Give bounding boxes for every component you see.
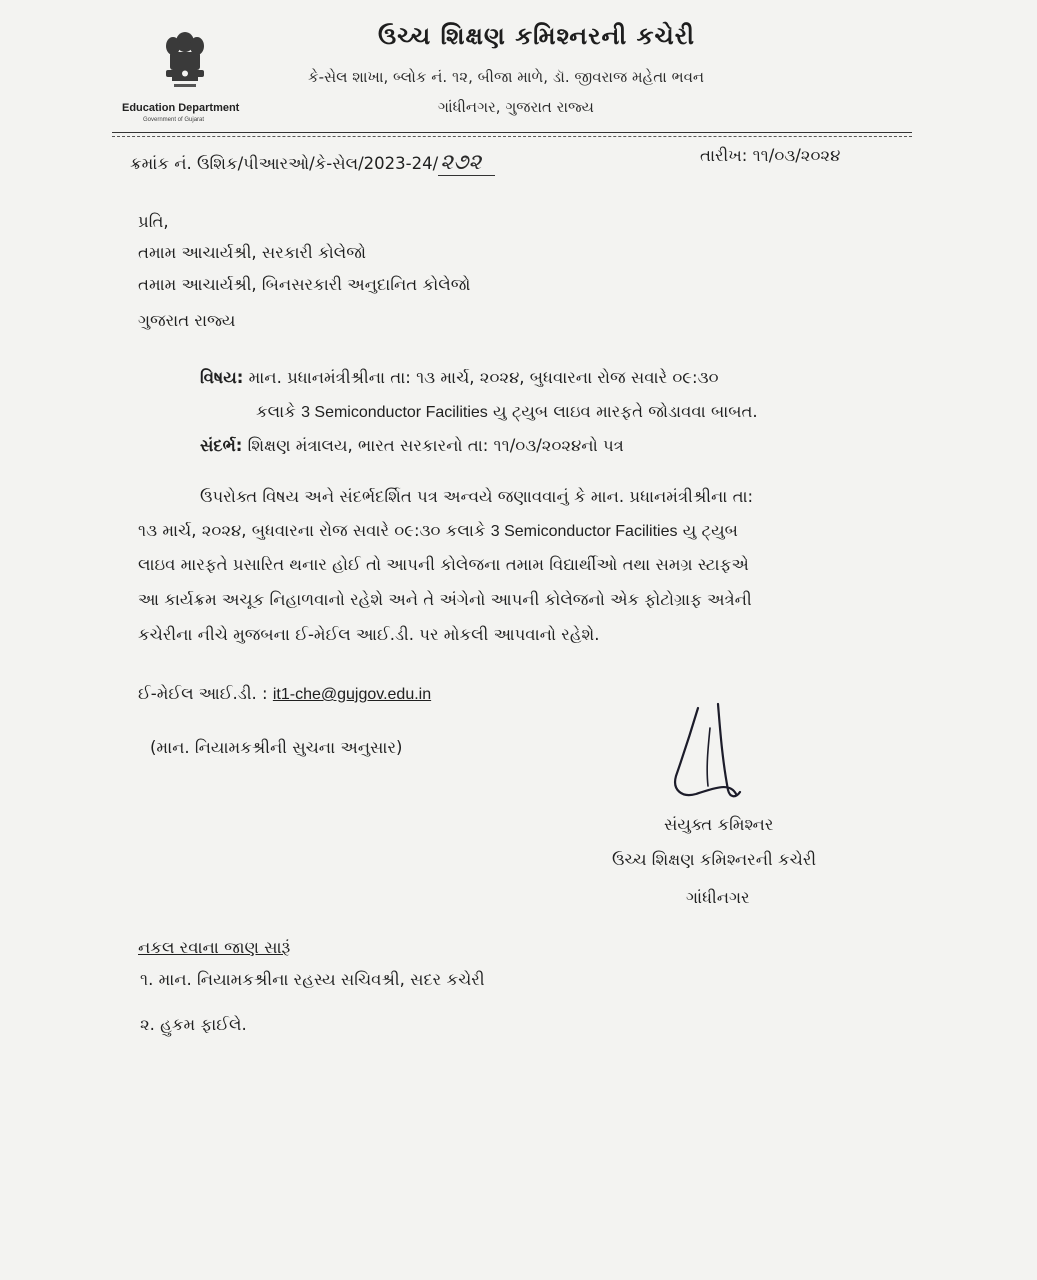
body-line-1: ઉપરોક્ત વિષય અને સંદર્ભદર્શિત પત્ર અન્વયે જણાવવાનું કે માન. પ્રધાનમંત્રીશ્રીના તા: [200,487,754,506]
lion-capital-icon [150,26,220,102]
copy-item-2: ૨. હુકમ ફાઈલે. [140,1015,247,1034]
reference-doc-text: શિક્ષણ મંત્રાલય, ભારત સરકારનો તા: ૧૧/૦૩/૨૦૨૪નો પત્ર [247,436,624,455]
copy-item-1: ૧. માન. નિયામકશ્રીના રહસ્ય સચિવશ્રી, સદર કચેરી [140,970,485,989]
header-rule [112,132,912,133]
recipient-line-2: તમામ આચાર્યશ્રી, બિનસરકારી અનુદાનિત કોલેજો [138,275,471,294]
subject-label: વિષય: [200,368,244,387]
recipient-prati: પ્રતિ, [138,212,169,231]
body-line-3: લાઇવ મારફતે પ્રસારિત થનાર હોઈ તો આપની કોલેજના તમામ વિદ્યાર્થીઓ તથા સમગ્ર સ્ટાફએ [138,555,749,574]
department-name: Education Department [122,102,240,114]
address-line-2: ગાંધીનગર, ગુજરાત રાજ્ય [438,98,594,116]
reference-doc-line [200,436,624,456]
email-label: ઈ-મેઈલ આઈ.ડી. : [138,684,268,703]
signatory-designation: સંયુક્ત કમિશ્નર [664,815,774,834]
reference-doc-label: સંદર્ભ: [200,436,243,455]
subject-text-2c: યુ ટ્યુબ લાઇવ મારફતે જોડાવવા બાબત. [487,402,758,421]
subject-text-2a: કલાકે [256,402,302,421]
body-line-2 [138,521,738,541]
subject-text-1: માન. પ્રધાનમંત્રીશ્રીના તા: ૧૩ માર્ચ, ૨૦૨૪, બુધવારના રોજ સવારે ૦૯:૩૦ [248,368,719,387]
office-title: ઉચ્ચ શિક્ષણ કમિશ્નરની કચેરી [378,22,696,50]
subject-line-1 [200,368,719,388]
header-rule-dashed [112,136,912,137]
letter-date: તારીખ: ૧૧/૦૩/૨૦૨૪ [700,146,841,165]
subject-line-2 [256,402,758,422]
email-line [138,684,431,704]
reference-number-label: ક્રમાંક નં. ઉશિક/પીઆરઓ/કે-સેલ/2023-24/ [130,154,439,173]
recipient-line-3: ગુજરાત રાજ્ય [138,311,236,330]
handwritten-number: ૨૭૨ [438,150,495,176]
subject-text-2b: 3 Semiconductor Facilities [301,404,488,421]
body-line-4: આ કાર્યક્રમ અચૂક નિહાળવાનો રહેશે અને તે અંગેનો આપની કોલેજનો એક ફોટોગ્રાફ અત્રેની [138,590,752,609]
body-text-2a: ૧૩ માર્ચ, ૨૦૨૪, બુધવારના રોજ સવારે ૦૯:૩૦ કલાકે [138,521,491,540]
email-link[interactable]: it1-che@gujgov.edu.in [272,686,432,703]
government-name: Government of Gujarat [143,117,205,123]
body-line-5: કચેરીના નીચે મુજબના ઈ-મેઈલ આઈ.ડી. પર મોકલી આપવાનો રહેશે. [138,625,600,644]
reference-number [130,150,495,175]
body-text-2b: 3 Semiconductor Facilities [490,523,678,540]
address-line-1: કે-સેલ શાખા, બ્લોક નં. ૧૨, બીજા માળે, ડૉ. જીવરાજ મહેતા ભવન [308,68,705,86]
copy-heading: નકલ રવાના જાણ સારૂં [138,938,291,957]
body-text-2c: યુ ટ્યુબ [677,521,738,540]
signatory-office: ઉચ્ચ શિક્ષણ કમિશ્નરની કચેરી [612,850,817,869]
signature [662,698,772,808]
signatory-place: ગાંધીનગર [686,888,750,907]
state-emblem [150,26,220,102]
instruction-note: (માન. નિયામકશ્રીની સુચના અનુસાર) [150,738,403,757]
recipient-line-1: તમામ આચાર્યશ્રી, સરકારી કોલેજો [138,243,366,262]
